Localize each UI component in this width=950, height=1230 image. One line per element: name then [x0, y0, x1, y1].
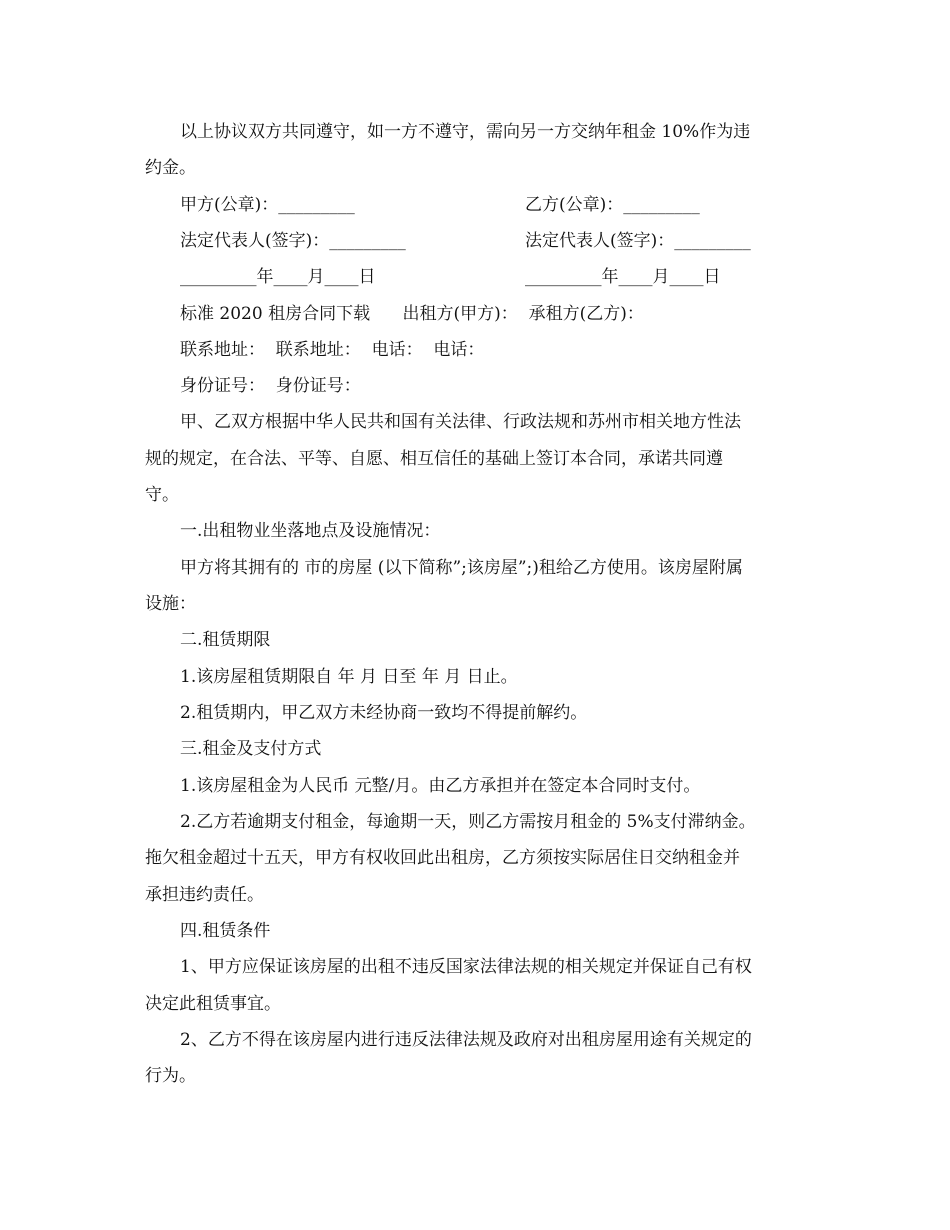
section3-item: 拖欠租金超过十五天，甲方有权收回此出租房，乙方须按实际居住日交纳租金并 — [145, 848, 740, 868]
section3-item: 1.该房屋租金为人民币 元整/月。由乙方承担并在签定本合同时支付。 — [180, 776, 701, 796]
section1-paragraph: 甲方将其拥有的 市的房屋 (以下简称”;该房屋”;)租给乙方使用。该房屋附属 — [180, 558, 743, 578]
intro-line: 以上协议双方共同遵守，如一方不遵守，需向另一方交纳年租金 10%作为违 — [180, 122, 751, 142]
party-b-seal: 乙方(公章)：_________ — [525, 195, 700, 215]
contact-address-line: 联系地址： 联系地址： 电话： 电话： — [180, 340, 485, 360]
section3-item: 承担违约责任。 — [145, 885, 264, 905]
party-a-representative: 法定代表人(签字)：_________ — [180, 231, 406, 251]
section2-item: 2.租赁期内，甲乙双方未经协商一致均不得提前解约。 — [180, 703, 588, 723]
contract-heading-line: 标准 2020 租房合同下载 出租方(甲方)： 承租方(乙方)： — [180, 304, 644, 324]
party-a-seal: 甲方(公章)：_________ — [180, 195, 355, 215]
section4-item: 决定此租赁事宜。 — [145, 994, 281, 1014]
id-number-line: 身份证号： 身份证号： — [180, 376, 361, 396]
intro-line: 约金。 — [145, 158, 196, 178]
section4-item: 行为。 — [145, 1066, 196, 1086]
section2-item: 1.该房屋租赁期限自 年 月 日至 年 月 日止。 — [180, 667, 518, 687]
section4-item: 1、甲方应保证该房屋的出租不违反国家法律法规的相关规定并保证自己有权 — [180, 957, 752, 977]
party-b-date: _________年____月____日 — [525, 267, 721, 287]
section1-paragraph: 设施： — [145, 594, 196, 614]
section-title: 一.出租物业坐落地点及设施情况： — [180, 521, 441, 541]
preamble-line: 甲、乙双方根据中华人民共和国有关法律、行政法规和苏州市相关地方性法 — [180, 412, 741, 432]
party-a-date: _________年____月____日 — [180, 267, 376, 287]
section-title: 四.租赁条件 — [180, 921, 271, 941]
section3-item: 2.乙方若逾期支付租金，每逾期一天，则乙方需按月租金的 5%支付滞纳金。 — [180, 812, 756, 832]
section-title: 二.租赁期限 — [180, 630, 271, 650]
section-title: 三.租金及支付方式 — [180, 739, 322, 759]
section4-item: 2、乙方不得在该房屋内进行违反法律法规及政府对出租房屋用途有关规定的 — [180, 1030, 752, 1050]
preamble-line: 规的规定，在合法、平等、自愿、相互信任的基础上签订本合同，承诺共同遵 — [145, 449, 723, 469]
party-b-representative: 法定代表人(签字)：_________ — [525, 231, 751, 251]
preamble-line: 守。 — [145, 485, 179, 505]
